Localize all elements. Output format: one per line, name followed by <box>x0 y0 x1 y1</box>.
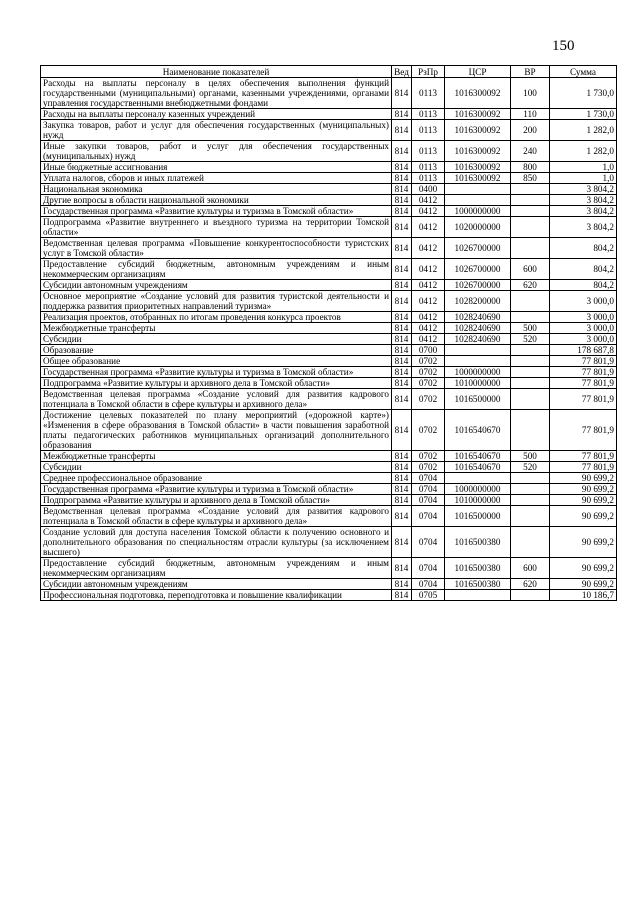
row-sum: 3 000,0 <box>550 312 617 323</box>
row-csr: 1016540670 <box>445 410 511 451</box>
row-vr: 200 <box>511 120 550 141</box>
table-row <box>41 527 617 558</box>
row-sum: 1,0 <box>550 162 617 173</box>
row-ved: 814 <box>392 217 412 238</box>
row-name: Образование <box>41 345 392 356</box>
row-name: Основное мероприятие «Создание условий для развития туристской деятельности и поддержка развития приоритетных направлений туризма» <box>41 291 392 312</box>
row-ved: 814 <box>392 473 412 484</box>
row-ved: 814 <box>392 345 412 356</box>
row-sum: 3 000,0 <box>550 291 617 312</box>
row-ved: 814 <box>392 506 412 527</box>
table-row <box>41 410 617 451</box>
row-vr <box>511 195 550 206</box>
table-row <box>41 184 617 195</box>
table-row <box>41 109 617 120</box>
row-sum: 3 804,2 <box>550 195 617 206</box>
row-ved: 814 <box>392 206 412 217</box>
header-ved: Вед <box>392 66 412 78</box>
row-name: Закупка товаров, работ и услуг для обеспечения государственных (муниципальных) нужд <box>41 120 392 141</box>
row-sum: 1 282,0 <box>550 120 617 141</box>
row-rzpr: 0702 <box>412 378 445 389</box>
row-vr <box>511 410 550 451</box>
row-rzpr: 0113 <box>412 109 445 120</box>
row-ved: 814 <box>392 109 412 120</box>
row-name: Создание условий для доступа населения Томской области к получению основного и дополнительного образования по специальностям отрасли культуры (за исключением высшего) <box>41 527 392 558</box>
row-csr: 1016300092 <box>445 78 511 109</box>
row-vr <box>511 238 550 259</box>
row-sum: 90 699,2 <box>550 527 617 558</box>
row-name: Другие вопросы в области национальной экономики <box>41 195 392 206</box>
row-vr <box>511 217 550 238</box>
row-csr <box>445 590 511 601</box>
row-vr: 620 <box>511 579 550 590</box>
row-rzpr: 0702 <box>412 451 445 462</box>
row-vr <box>511 367 550 378</box>
row-sum: 77 801,9 <box>550 410 617 451</box>
row-sum: 804,2 <box>550 259 617 280</box>
row-csr: 1026700000 <box>445 259 511 280</box>
row-csr: 1000000000 <box>445 206 511 217</box>
row-sum: 3 804,2 <box>550 217 617 238</box>
row-sum: 804,2 <box>550 238 617 259</box>
row-csr: 1016300092 <box>445 120 511 141</box>
row-sum: 77 801,9 <box>550 451 617 462</box>
row-vr <box>511 506 550 527</box>
row-vr: 520 <box>511 462 550 473</box>
row-ved: 814 <box>392 378 412 389</box>
header-sum: Сумма <box>550 66 617 78</box>
row-ved: 814 <box>392 495 412 506</box>
row-rzpr: 0704 <box>412 558 445 579</box>
row-csr: 1016500380 <box>445 579 511 590</box>
header-name: Наименование показателей <box>41 66 392 78</box>
row-csr: 1016500000 <box>445 389 511 410</box>
row-name: Субсидии автономным учреждениям <box>41 280 392 291</box>
row-name: Ведомственная целевая программа «Создание условий для развития кадрового потенциала в Томской области в сфере культуры и архивного дела» <box>41 506 392 527</box>
row-vr: 500 <box>511 323 550 334</box>
row-name: Ведомственная целевая программа «Создание условий для развития кадрового потенциала в Томской области в сфере культуры и архивного дела» <box>41 389 392 410</box>
row-csr: 1016300092 <box>445 173 511 184</box>
table-row <box>41 259 617 280</box>
row-sum: 1 730,0 <box>550 78 617 109</box>
table-row <box>41 323 617 334</box>
table-row <box>41 495 617 506</box>
row-csr: 1016540670 <box>445 462 511 473</box>
row-vr: 500 <box>511 451 550 462</box>
row-ved: 814 <box>392 120 412 141</box>
row-csr: 1020000000 <box>445 217 511 238</box>
table-row <box>41 206 617 217</box>
row-rzpr: 0412 <box>412 334 445 345</box>
row-rzpr: 0113 <box>412 120 445 141</box>
row-rzpr: 0412 <box>412 280 445 291</box>
row-name: Иные закупки товаров, работ и услуг для обеспечения государственных (муниципальных) нужд <box>41 141 392 162</box>
row-vr: 100 <box>511 78 550 109</box>
row-csr: 1026700000 <box>445 280 511 291</box>
row-sum: 1,0 <box>550 173 617 184</box>
row-csr: 1010000000 <box>445 378 511 389</box>
table-row <box>41 389 617 410</box>
row-rzpr: 0113 <box>412 78 445 109</box>
row-rzpr: 0412 <box>412 312 445 323</box>
row-ved: 814 <box>392 323 412 334</box>
row-csr <box>445 356 511 367</box>
header-vr: ВР <box>511 66 550 78</box>
row-vr: 600 <box>511 259 550 280</box>
row-csr <box>445 473 511 484</box>
row-vr <box>511 484 550 495</box>
row-csr: 1016300092 <box>445 109 511 120</box>
row-rzpr: 0704 <box>412 527 445 558</box>
row-rzpr: 0702 <box>412 389 445 410</box>
row-sum: 77 801,9 <box>550 367 617 378</box>
row-rzpr: 0705 <box>412 590 445 601</box>
table-row <box>41 462 617 473</box>
row-csr <box>445 184 511 195</box>
row-vr <box>511 312 550 323</box>
row-rzpr: 0412 <box>412 217 445 238</box>
row-csr: 1016300092 <box>445 162 511 173</box>
row-csr: 1028240690 <box>445 323 511 334</box>
row-vr <box>511 389 550 410</box>
table-row <box>41 78 617 109</box>
row-csr: 1000000000 <box>445 484 511 495</box>
table-row <box>41 506 617 527</box>
row-vr <box>511 378 550 389</box>
row-vr <box>511 206 550 217</box>
row-sum: 3 000,0 <box>550 323 617 334</box>
row-name: Иные бюджетные ассигнования <box>41 162 392 173</box>
row-ved: 814 <box>392 484 412 495</box>
table-row <box>41 280 617 291</box>
table-row <box>41 291 617 312</box>
row-vr <box>511 345 550 356</box>
table-body <box>41 78 617 601</box>
table-row <box>41 590 617 601</box>
row-ved: 814 <box>392 451 412 462</box>
row-rzpr: 0113 <box>412 173 445 184</box>
row-csr: 1028240690 <box>445 312 511 323</box>
row-vr: 600 <box>511 558 550 579</box>
row-name: Субсидии <box>41 334 392 345</box>
table-row <box>41 451 617 462</box>
row-sum: 3 804,2 <box>550 184 617 195</box>
row-name: Подпрограмма «Развитие культуры и архивного дела в Томской области» <box>41 378 392 389</box>
row-name: Ведомственная целевая программа «Повышение конкурентоспособности туристских услуг в Томской области» <box>41 238 392 259</box>
row-ved: 814 <box>392 367 412 378</box>
row-name: Государственная программа «Развитие культуры и туризма в Томской области» <box>41 367 392 378</box>
page-number: 150 <box>552 38 575 54</box>
table-row <box>41 217 617 238</box>
row-ved: 814 <box>392 356 412 367</box>
table-row <box>41 162 617 173</box>
row-ved: 814 <box>392 410 412 451</box>
table-row <box>41 356 617 367</box>
row-vr: 240 <box>511 141 550 162</box>
row-vr <box>511 356 550 367</box>
row-ved: 814 <box>392 173 412 184</box>
row-rzpr: 0412 <box>412 323 445 334</box>
row-name: Уплата налогов, сборов и иных платежей <box>41 173 392 184</box>
table-row <box>41 558 617 579</box>
row-sum: 804,2 <box>550 280 617 291</box>
row-ved: 814 <box>392 389 412 410</box>
table-row <box>41 141 617 162</box>
row-name: Государственная программа «Развитие культуры и туризма в Томской области» <box>41 484 392 495</box>
row-sum: 77 801,9 <box>550 356 617 367</box>
row-rzpr: 0412 <box>412 238 445 259</box>
row-name: Достижение целевых показателей по плану мероприятий («дорожной карте») «Изменения в сфере образования в Томской области» в части повышения заработной платы педагогических работников муниципальных организаций дополнительного образования <box>41 410 392 451</box>
row-ved: 814 <box>392 527 412 558</box>
row-vr <box>511 291 550 312</box>
table-header-row <box>41 66 617 78</box>
row-ved: 814 <box>392 259 412 280</box>
row-vr <box>511 495 550 506</box>
table-row <box>41 473 617 484</box>
row-name: Государственная программа «Развитие культуры и туризма в Томской области» <box>41 206 392 217</box>
row-name: Национальная экономика <box>41 184 392 195</box>
row-name: Расходы на выплаты персоналу казенных учреждений <box>41 109 392 120</box>
row-name: Среднее профессиональное образование <box>41 473 392 484</box>
row-sum: 90 699,2 <box>550 579 617 590</box>
table-row <box>41 195 617 206</box>
row-sum: 90 699,2 <box>550 506 617 527</box>
row-sum: 77 801,9 <box>550 389 617 410</box>
row-sum: 90 699,2 <box>550 495 617 506</box>
row-csr: 1026700000 <box>445 238 511 259</box>
row-rzpr: 0704 <box>412 495 445 506</box>
row-name: Общее образование <box>41 356 392 367</box>
row-csr: 1028200000 <box>445 291 511 312</box>
row-name: Реализация проектов, отобранных по итогам проведения конкурса проектов <box>41 312 392 323</box>
row-vr: 620 <box>511 280 550 291</box>
row-ved: 814 <box>392 184 412 195</box>
row-name: Расходы на выплаты персоналу в целях обеспечения выполнения функций государственными (муниципальными) органами, казенными учреждениями, органами управления государственными внебюджетными фондами <box>41 78 392 109</box>
row-ved: 814 <box>392 334 412 345</box>
table-row <box>41 312 617 323</box>
row-sum: 3 804,2 <box>550 206 617 217</box>
header-rzpr: РзПр <box>412 66 445 78</box>
row-rzpr: 0704 <box>412 579 445 590</box>
row-sum: 1 730,0 <box>550 109 617 120</box>
row-name: Подпрограмма «Развитие внутреннего и въездного туризма на территории Томской области» <box>41 217 392 238</box>
row-rzpr: 0113 <box>412 141 445 162</box>
budget-table <box>40 65 617 601</box>
row-rzpr: 0412 <box>412 291 445 312</box>
row-sum: 77 801,9 <box>550 462 617 473</box>
row-vr <box>511 473 550 484</box>
row-rzpr: 0400 <box>412 184 445 195</box>
row-sum: 77 801,9 <box>550 378 617 389</box>
row-ved: 814 <box>392 291 412 312</box>
row-ved: 814 <box>392 162 412 173</box>
row-ved: 814 <box>392 78 412 109</box>
row-name: Профессиональная подготовка, переподготовка и повышение квалификации <box>41 590 392 601</box>
row-ved: 814 <box>392 558 412 579</box>
row-ved: 814 <box>392 312 412 323</box>
table-row <box>41 173 617 184</box>
row-name: Межбюджетные трансферты <box>41 323 392 334</box>
row-sum: 178 687,8 <box>550 345 617 356</box>
row-rzpr: 0700 <box>412 345 445 356</box>
row-ved: 814 <box>392 590 412 601</box>
row-ved: 814 <box>392 238 412 259</box>
table-row <box>41 345 617 356</box>
row-name: Субсидии автономным учреждениям <box>41 579 392 590</box>
row-rzpr: 0704 <box>412 506 445 527</box>
row-vr: 520 <box>511 334 550 345</box>
row-ved: 814 <box>392 280 412 291</box>
table-row <box>41 120 617 141</box>
table-row <box>41 484 617 495</box>
row-rzpr: 0704 <box>412 484 445 495</box>
row-rzpr: 0412 <box>412 195 445 206</box>
row-name: Предоставление субсидий бюджетным, автономным учреждениям и иным некоммерческим организациям <box>41 558 392 579</box>
row-csr: 1016500000 <box>445 506 511 527</box>
row-name: Субсидии <box>41 462 392 473</box>
row-csr <box>445 195 511 206</box>
row-rzpr: 0412 <box>412 206 445 217</box>
row-rzpr: 0702 <box>412 367 445 378</box>
row-sum: 3 000,0 <box>550 334 617 345</box>
row-csr <box>445 345 511 356</box>
row-ved: 814 <box>392 195 412 206</box>
row-vr: 850 <box>511 173 550 184</box>
row-sum: 90 699,2 <box>550 484 617 495</box>
row-csr: 1016300092 <box>445 141 511 162</box>
table-row <box>41 378 617 389</box>
row-vr <box>511 184 550 195</box>
row-vr: 110 <box>511 109 550 120</box>
row-ved: 814 <box>392 141 412 162</box>
row-csr: 1016500380 <box>445 527 511 558</box>
row-sum: 90 699,2 <box>550 558 617 579</box>
table-row <box>41 579 617 590</box>
row-name: Предоставление субсидий бюджетным, автономным учреждениям и иным некоммерческим организациям <box>41 259 392 280</box>
row-csr: 1028240690 <box>445 334 511 345</box>
row-csr: 1016500380 <box>445 558 511 579</box>
row-rzpr: 0702 <box>412 410 445 451</box>
row-name: Межбюджетные трансферты <box>41 451 392 462</box>
table-row <box>41 334 617 345</box>
row-sum: 90 699,2 <box>550 473 617 484</box>
row-ved: 814 <box>392 462 412 473</box>
row-rzpr: 0702 <box>412 356 445 367</box>
row-vr <box>511 527 550 558</box>
table-row <box>41 367 617 378</box>
table-row <box>41 238 617 259</box>
row-name: Подпрограмма «Развитие культуры и архивного дела в Томской области» <box>41 495 392 506</box>
row-vr: 800 <box>511 162 550 173</box>
row-rzpr: 0704 <box>412 473 445 484</box>
row-csr: 1016540670 <box>445 451 511 462</box>
row-csr: 1000000000 <box>445 367 511 378</box>
header-csr: ЦСР <box>445 66 511 78</box>
row-sum: 10 186,7 <box>550 590 617 601</box>
row-rzpr: 0412 <box>412 259 445 280</box>
row-ved: 814 <box>392 579 412 590</box>
row-csr: 1010000000 <box>445 495 511 506</box>
row-rzpr: 0113 <box>412 162 445 173</box>
row-sum: 1 282,0 <box>550 141 617 162</box>
row-rzpr: 0702 <box>412 462 445 473</box>
row-vr <box>511 590 550 601</box>
